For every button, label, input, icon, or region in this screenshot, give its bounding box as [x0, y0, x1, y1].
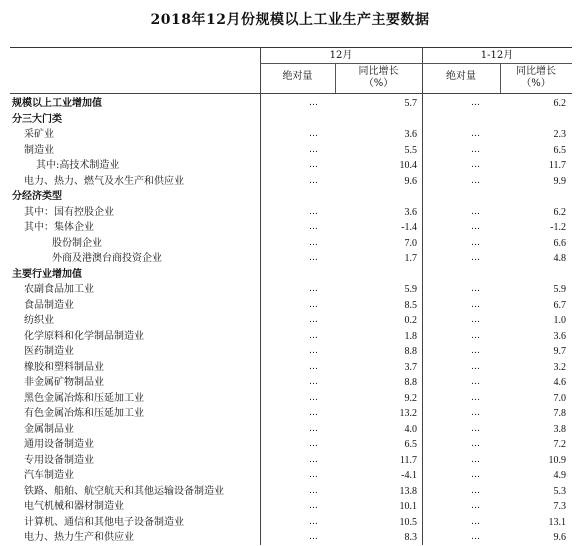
row-label: 食品制造业 — [24, 299, 74, 311]
table-row — [10, 236, 572, 252]
row-label: 外商及港澳台商投资企业 — [52, 253, 162, 264]
cell-absolute-dec: … — [309, 237, 317, 248]
cell-yoy-ytd: 3.2 — [553, 361, 566, 373]
row-label: 农副食品加工业 — [24, 284, 94, 295]
cell-absolute-ytd: … — [471, 253, 479, 263]
header-bottom-rule — [10, 93, 572, 94]
cell-yoy-dec: 13.2 — [399, 408, 417, 419]
cell-absolute-ytd: … — [471, 299, 479, 310]
cell-yoy-ytd: 7.3 — [553, 501, 566, 512]
table-body — [10, 96, 572, 546]
row-label: 医药制造业 — [24, 346, 74, 357]
cell-yoy-ytd: 3.6 — [553, 330, 566, 342]
cell-yoy-dec: 6.5 — [404, 439, 417, 450]
cell-absolute-ytd: … — [471, 470, 479, 480]
cell-absolute-ytd: … — [471, 346, 479, 356]
cell-yoy-ytd: 7.2 — [553, 439, 566, 450]
cell-yoy-dec: 5.5 — [404, 144, 417, 156]
header-absolute-dec: 绝对量 — [282, 71, 313, 82]
table-row — [10, 530, 572, 546]
cell-yoy-ytd: 6.2 — [553, 98, 566, 109]
table-row — [10, 112, 572, 128]
table-row — [10, 158, 572, 174]
cell-yoy-dec: 10.5 — [399, 516, 417, 528]
header-yoy-unit: （%） — [521, 78, 551, 89]
cell-absolute-ytd: … — [471, 98, 479, 108]
cell-absolute-dec: … — [309, 377, 317, 387]
cell-yoy-dec: 10.1 — [399, 501, 417, 512]
cell-absolute-ytd: … — [471, 392, 479, 403]
cell-yoy-ytd: 5.9 — [553, 284, 566, 295]
header-sub-rule — [260, 63, 572, 64]
cell-absolute-ytd: … — [471, 485, 479, 496]
cell-absolute-dec: … — [309, 439, 317, 449]
header-yoy-label: 同比增长 — [358, 66, 399, 77]
cell-absolute-dec: … — [309, 454, 317, 465]
cell-yoy-ytd: 9.6 — [553, 532, 566, 543]
row-label: 股份制企业 — [52, 237, 102, 249]
table-row — [10, 127, 572, 143]
cell-absolute-ytd: … — [471, 160, 479, 170]
cell-absolute-dec: … — [309, 222, 317, 232]
table-row — [10, 205, 572, 221]
row-label: 电气机械和器材制造业 — [24, 501, 124, 512]
cell-yoy-dec: 8.8 — [404, 377, 417, 388]
cell-absolute-dec: … — [309, 330, 317, 341]
cell-absolute-dec: … — [309, 284, 317, 294]
cell-yoy-dec: 13.8 — [399, 485, 417, 497]
cell-absolute-ytd: … — [471, 129, 479, 139]
table-row — [10, 499, 572, 515]
cell-yoy-dec: 8.5 — [404, 299, 417, 311]
table-top-rule — [10, 47, 572, 48]
table-row — [10, 360, 572, 376]
cell-yoy-ytd: 3.8 — [553, 423, 566, 435]
cell-absolute-dec: … — [309, 408, 317, 418]
header-absolute-ytd: 绝对量 — [446, 71, 476, 82]
cell-absolute-dec: … — [309, 206, 317, 217]
cell-absolute-ytd: … — [471, 361, 479, 372]
row-label: 其中：国有控股企业 — [24, 206, 114, 218]
table-row — [10, 515, 572, 531]
cell-yoy-dec: 5.7 — [404, 98, 417, 109]
row-label: 汽车制造业 — [24, 470, 74, 481]
cell-yoy-ytd: 1.0 — [553, 315, 566, 326]
cell-yoy-dec: 8.8 — [404, 346, 417, 357]
row-label: 有色金属冶炼和压延加工业 — [24, 408, 144, 419]
table-row — [10, 344, 572, 360]
table-row — [10, 329, 572, 345]
cell-absolute-dec: … — [309, 175, 317, 186]
cell-yoy-ytd: 6.2 — [553, 206, 566, 218]
table-row — [10, 406, 572, 422]
cell-yoy-ytd: 5.3 — [553, 485, 566, 497]
row-label: 电力、热力生产和供应业 — [24, 532, 134, 543]
cell-yoy-ytd: 11.7 — [548, 160, 566, 171]
row-label: 非金属矿物制品业 — [24, 377, 104, 388]
row-label: 化学原料和化学制品制造业 — [24, 330, 144, 342]
cell-absolute-ytd: … — [471, 284, 479, 294]
row-label: 金属制品业 — [24, 423, 74, 435]
cell-yoy-ytd: 2.3 — [553, 129, 566, 140]
cell-absolute-dec: … — [309, 144, 317, 155]
cell-yoy-ytd: 6.6 — [553, 237, 566, 249]
table-row — [10, 267, 572, 283]
cell-yoy-dec: -4.1 — [401, 470, 417, 481]
cell-yoy-dec: 10.4 — [399, 160, 417, 171]
header-yoy-unit: （%） — [363, 78, 394, 89]
header-period-jan-dec: 1-12月 — [480, 50, 514, 61]
cell-yoy-ytd: 4.9 — [553, 470, 566, 481]
table-row — [10, 453, 572, 469]
cell-yoy-dec: 8.3 — [404, 532, 417, 543]
cell-absolute-ytd: … — [471, 532, 479, 542]
cell-absolute-ytd: … — [471, 516, 479, 527]
cell-absolute-ytd: … — [471, 408, 479, 418]
cell-absolute-dec: … — [309, 470, 317, 480]
cell-yoy-dec: 9.2 — [404, 392, 417, 404]
table-row — [10, 220, 572, 236]
table-row — [10, 174, 572, 190]
page-title: 2018年12月份规模以上工业生产主要数据 — [150, 12, 430, 28]
cell-absolute-ytd: … — [471, 454, 479, 465]
cell-yoy-dec: 1.7 — [404, 253, 417, 264]
cell-absolute-ytd: … — [471, 144, 479, 155]
cell-absolute-dec: … — [309, 516, 317, 527]
cell-absolute-dec: … — [309, 346, 317, 356]
cell-yoy-dec: 1.8 — [404, 330, 417, 342]
row-label: 电力、热力、燃气及水生产和供应业 — [24, 175, 184, 187]
table-row — [10, 96, 572, 112]
table-row — [10, 298, 572, 314]
cell-yoy-ytd: 10.9 — [548, 454, 566, 466]
cell-yoy-dec: 9.6 — [404, 175, 417, 187]
row-label: 其中:高技术制造业 — [36, 160, 120, 171]
cell-absolute-dec: … — [309, 361, 317, 372]
cell-yoy-ytd: 7.8 — [553, 408, 566, 419]
header-yoy-ytd — [500, 66, 572, 90]
row-label: 橡胶和塑料制品业 — [24, 361, 104, 373]
table-row — [10, 282, 572, 298]
row-label: 采矿业 — [24, 129, 54, 140]
cell-absolute-dec: … — [309, 160, 317, 170]
cell-yoy-dec: 3.7 — [404, 361, 417, 373]
header-yoy-dec — [335, 66, 422, 90]
table-row — [10, 189, 572, 205]
cell-absolute-dec: … — [309, 315, 317, 325]
cell-absolute-ytd: … — [471, 175, 479, 186]
cell-absolute-dec: … — [309, 485, 317, 496]
row-label: 计算机、通信和其他电子设备制造业 — [24, 516, 184, 528]
row-label: 黑色金属冶炼和压延加工业 — [24, 392, 144, 404]
cell-absolute-dec: … — [309, 98, 317, 108]
cell-absolute-dec: … — [309, 392, 317, 403]
row-label: 纺织业 — [24, 315, 54, 326]
cell-yoy-dec: 3.6 — [404, 129, 417, 140]
cell-absolute-dec: … — [309, 253, 317, 263]
cell-absolute-ytd: … — [471, 206, 479, 217]
cell-absolute-dec: … — [309, 532, 317, 542]
cell-yoy-dec: 11.7 — [399, 454, 417, 466]
cell-yoy-dec: 7.0 — [404, 237, 417, 249]
table-row — [10, 422, 572, 438]
cell-yoy-ytd: 13.1 — [548, 516, 566, 528]
cell-absolute-ytd: … — [471, 237, 479, 248]
table-row — [10, 375, 572, 391]
cell-yoy-ytd: 9.7 — [553, 346, 566, 357]
table-row — [10, 251, 572, 267]
cell-absolute-ytd: … — [471, 330, 479, 341]
cell-absolute-dec: … — [309, 129, 317, 139]
cell-yoy-dec: 0.2 — [404, 315, 417, 326]
cell-absolute-ytd: … — [471, 439, 479, 449]
cell-yoy-ytd: 6.5 — [553, 144, 566, 156]
row-label: 分经济类型 — [12, 191, 62, 202]
row-label: 主要行业增加值 — [12, 268, 82, 280]
cell-yoy-dec: 4.0 — [404, 423, 417, 435]
table-row — [10, 437, 572, 453]
row-label: 规模以上工业增加值 — [12, 98, 102, 109]
table-row — [10, 313, 572, 329]
cell-yoy-dec: 5.9 — [404, 284, 417, 295]
cell-yoy-ytd: -1.2 — [550, 222, 566, 233]
cell-absolute-dec: … — [309, 501, 317, 511]
table-row — [10, 143, 572, 159]
cell-yoy-dec: -1.4 — [401, 222, 417, 233]
row-label: 其中：集体企业 — [24, 222, 94, 233]
cell-absolute-ytd: … — [471, 222, 479, 232]
table-row — [10, 391, 572, 407]
header-period-december: 12月 — [329, 50, 353, 61]
cell-yoy-ytd: 6.7 — [553, 299, 566, 311]
cell-yoy-ytd: 4.6 — [553, 377, 566, 388]
cell-yoy-ytd: 9.9 — [553, 175, 566, 187]
cell-absolute-dec: … — [309, 423, 317, 434]
header-yoy-label: 同比增长 — [516, 66, 556, 77]
cell-yoy-ytd: 4.8 — [553, 253, 566, 264]
cell-absolute-ytd: … — [471, 501, 479, 511]
row-label: 制造业 — [24, 144, 54, 156]
cell-yoy-dec: 3.6 — [404, 206, 417, 218]
cell-absolute-ytd: … — [471, 315, 479, 325]
row-label: 专用设备制造业 — [24, 454, 94, 466]
row-label: 铁路、船舶、航空航天和其他运输设备制造业 — [24, 485, 224, 497]
row-label: 分三大门类 — [12, 113, 62, 125]
cell-yoy-ytd: 7.0 — [553, 392, 566, 404]
row-label: 通用设备制造业 — [24, 439, 94, 450]
cell-absolute-ytd: … — [471, 423, 479, 434]
table-row — [10, 484, 572, 500]
cell-absolute-dec: … — [309, 299, 317, 310]
table-row — [10, 468, 572, 484]
cell-absolute-ytd: … — [471, 377, 479, 387]
